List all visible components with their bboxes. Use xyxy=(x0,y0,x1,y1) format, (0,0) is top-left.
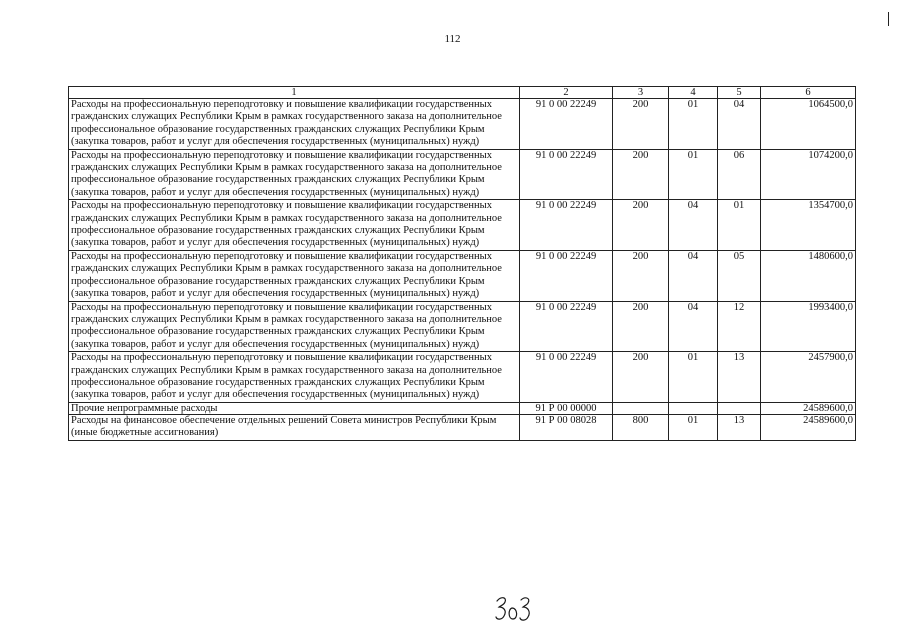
header-col-2: 2 xyxy=(520,87,613,99)
row-subsection: 06 xyxy=(718,149,761,200)
row-section: 01 xyxy=(669,99,718,150)
row-code: 91 0 00 22249 xyxy=(520,352,613,403)
row-section: 01 xyxy=(669,352,718,403)
row-type xyxy=(613,402,669,414)
table-row xyxy=(69,402,856,414)
table-row xyxy=(69,352,856,403)
row-subsection: 04 xyxy=(718,99,761,150)
row-description: Прочие непрограммные расходы xyxy=(69,402,520,414)
row-code: 91 0 00 22249 xyxy=(520,149,613,200)
row-subsection: 12 xyxy=(718,301,761,352)
row-description: Расходы на профессиональную переподготовку и повышение квалификации государственных гражданских служащих Республики Крым в рамках государственного заказа на дополнительное профессиональное образование государственных гражданских служащих Республики Крым (закупка товаров, работ и услуг для обеспечения государственных (муниципальных) нужд) xyxy=(69,149,520,200)
row-code: 91 0 00 22249 xyxy=(520,301,613,352)
row-amount: 24589600,0 xyxy=(761,402,856,414)
row-type: 800 xyxy=(613,414,669,440)
row-description: Расходы на профессиональную переподготовку и повышение квалификации государственных гражданских служащих Республики Крым в рамках государственного заказа на дополнительное профессиональное образование государственных гражданских служащих Республики Крым (закупка товаров, работ и услуг для обеспечения государственных (муниципальных) нужд) xyxy=(69,250,520,301)
row-code: 91 0 00 22249 xyxy=(520,250,613,301)
row-amount: 2457900,0 xyxy=(761,352,856,403)
page-number: 112 xyxy=(444,33,461,45)
row-subsection: 05 xyxy=(718,250,761,301)
handwritten-signature xyxy=(494,592,534,626)
row-section: 04 xyxy=(669,301,718,352)
row-amount: 1354700,0 xyxy=(761,200,856,251)
row-description: Расходы на профессиональную переподготовку и повышение квалификации государственных гражданских служащих Республики Крым в рамках государственного заказа на дополнительное профессиональное образование государственных гражданских служащих Республики Крым (закупка товаров, работ и услуг для обеспечения государственных (муниципальных) нужд) xyxy=(69,301,520,352)
row-amount: 1074200,0 xyxy=(761,149,856,200)
table-row xyxy=(69,301,856,352)
row-description: Расходы на профессиональную переподготовку и повышение квалификации государственных гражданских служащих Республики Крым в рамках государственного заказа на дополнительное профессиональное образование государственных гражданских служащих Республики Крым (закупка товаров, работ и услуг для обеспечения государственных (муниципальных) нужд) xyxy=(69,200,520,251)
header-col-6: 6 xyxy=(761,87,856,99)
row-amount: 24589600,0 xyxy=(761,414,856,440)
header-col-4: 4 xyxy=(669,87,718,99)
row-amount: 1993400,0 xyxy=(761,301,856,352)
table-row xyxy=(69,99,856,150)
row-section xyxy=(669,402,718,414)
row-subsection: 13 xyxy=(718,352,761,403)
row-code: 91 Р 00 08028 xyxy=(520,414,613,440)
row-subsection xyxy=(718,402,761,414)
row-subsection: 01 xyxy=(718,200,761,251)
row-code: 91 Р 00 00000 xyxy=(520,402,613,414)
row-code: 91 0 00 22249 xyxy=(520,200,613,251)
row-description: Расходы на профессиональную переподготовку и повышение квалификации государственных гражданских служащих Республики Крым в рамках государственного заказа на дополнительное профессиональное образование государственных гражданских служащих Республики Крым (закупка товаров, работ и услуг для обеспечения государственных (муниципальных) нужд) xyxy=(69,352,520,403)
header-col-5: 5 xyxy=(718,87,761,99)
table-row xyxy=(69,250,856,301)
row-type: 200 xyxy=(613,301,669,352)
table-row xyxy=(69,149,856,200)
edge-mark xyxy=(888,12,889,26)
row-description: Расходы на профессиональную переподготовку и повышение квалификации государственных гражданских служащих Республики Крым в рамках государственного заказа на дополнительное профессиональное образование государственных гражданских служащих Республики Крым (закупка товаров, работ и услуг для обеспечения государственных (муниципальных) нужд) xyxy=(69,99,520,150)
row-type: 200 xyxy=(613,250,669,301)
table-row xyxy=(69,414,856,440)
table-row xyxy=(69,200,856,251)
row-section: 01 xyxy=(669,414,718,440)
header-col-1: 1 xyxy=(69,87,520,99)
row-type: 200 xyxy=(613,99,669,150)
row-type: 200 xyxy=(613,352,669,403)
row-section: 01 xyxy=(669,149,718,200)
header-col-3: 3 xyxy=(613,87,669,99)
row-type: 200 xyxy=(613,149,669,200)
header-row xyxy=(69,87,856,99)
row-description: Расходы на финансовое обеспечение отдельных решений Совета министров Республики Крым (иные бюджетные ассигнования) xyxy=(69,414,520,440)
row-type: 200 xyxy=(613,200,669,251)
row-amount: 1480600,0 xyxy=(761,250,856,301)
row-amount: 1064500,0 xyxy=(761,99,856,150)
row-section: 04 xyxy=(669,250,718,301)
row-subsection: 13 xyxy=(718,414,761,440)
budget-table xyxy=(68,86,856,441)
row-section: 04 xyxy=(669,200,718,251)
row-code: 91 0 00 22249 xyxy=(520,99,613,150)
